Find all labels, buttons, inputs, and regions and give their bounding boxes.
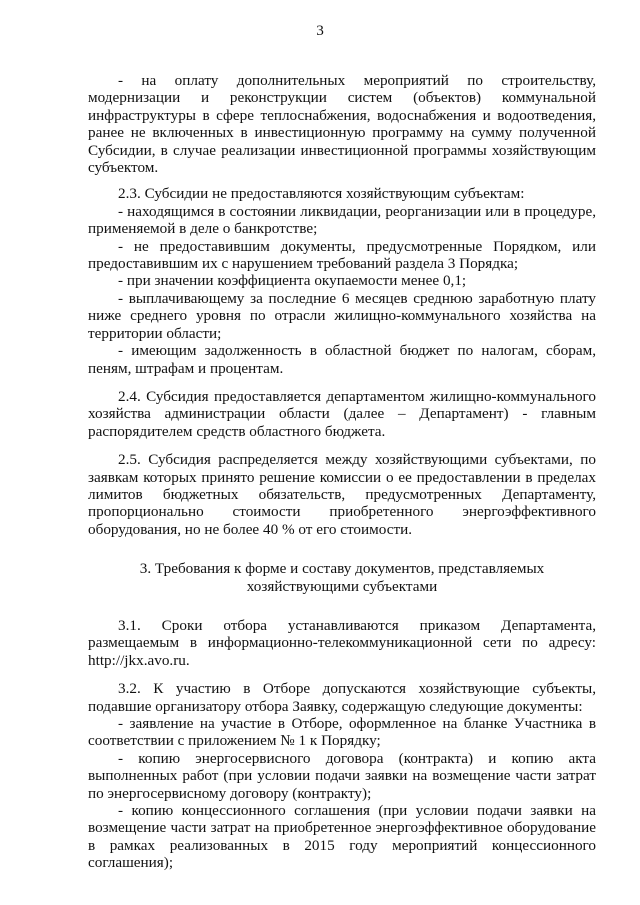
- paragraph-2-5: 2.5. Субсидия распределяется между хозяйствующими субъектами, по заявкам которых принято решение комиссии о ее предоставлении в пределах лимитов бюджетных обязательств, предусмотренных Департаменту, пропорционально стоимости приобретенного энергоэффективного оборудования, но не более 40 % от его стоимости.: [88, 451, 596, 538]
- section-heading-line-2: хозяйствующими субъектами: [246, 577, 438, 595]
- list-item-concession: - копию концессионного соглашения (при условии подачи заявки на возмещение части затрат на приобретенное энергоэффективное оборудование в рамках реализованных в 2015 году мероприятий концессионного соглашения);: [88, 802, 596, 872]
- list-item-documents: - не предоставившим документы, предусмотренные Порядком, или предоставившим их с нарушением требований раздела 3 Порядка;: [88, 237, 596, 273]
- section-heading: [88, 560, 596, 595]
- list-item-liquidation: - находящимся в состоянии ликвидации, реорганизации или в процедуре, применяемой в деле о банкротстве;: [88, 202, 596, 238]
- paragraph-2-3: 2.3. Субсидии не предоставляются хозяйствующим субъектам:: [118, 185, 525, 203]
- list-item-debt: - имеющим задолженность в областной бюджет по налогам, сборам, пеням, штрафам и процентам.: [88, 342, 596, 377]
- paragraph-additional-measures: - на оплату дополнительных мероприятий по строительству, модернизации и реконструкции систем (объектов) коммунальной инфраструктуры в сфере теплоснабжения, водоснабжения и водоотведения, ранее не включенных в инвестиционную программу на сумму полученной Субсидии, в случае реализации инвестиционной программы хозяйствующим субъектом.: [88, 72, 596, 177]
- list-item-salary: - выплачивающему за последние 6 месяцев среднюю заработную плату ниже среднего уровня по отрасли жилищно-коммунального хозяйства на территории области;: [88, 289, 596, 342]
- list-item-energy-contract: - копию энергосервисного договора (контракта) и копию акта выполненных работ (при условии подачи заявки на возмещение части затрат по энергосервисному договору (контракту);: [88, 749, 596, 802]
- list-item-payback: - при значении коэффициента окупаемости менее 0,1;: [118, 272, 467, 290]
- document-body: [88, 72, 596, 872]
- list-item-application: - заявление на участие в Отборе, оформленное на бланке Участника в соответствии с приложением № 1 к Порядку;: [88, 715, 596, 750]
- paragraph-3-1: 3.1. Сроки отбора устанавливаются приказом Департамента, размещаемым в информационно-телекоммуникационной сети по адресу: http://jkx.avo.ru.: [88, 616, 596, 669]
- paragraph-3-2: 3.2. К участию в Отборе допускаются хозяйствующие субъекты, подавшие организатору отбора Заявку, содержащую следующие документы:: [88, 680, 596, 715]
- section-heading-line-1: 3. Требования к форме и составу документов, представляемых: [139, 560, 545, 578]
- page-number: 3: [316, 22, 324, 39]
- paragraph-2-4: 2.4. Субсидия предоставляется департаментом жилищно-коммунального хозяйства администрации области (далее – Департамент) - главным распорядителем средств областного бюджета.: [88, 387, 596, 440]
